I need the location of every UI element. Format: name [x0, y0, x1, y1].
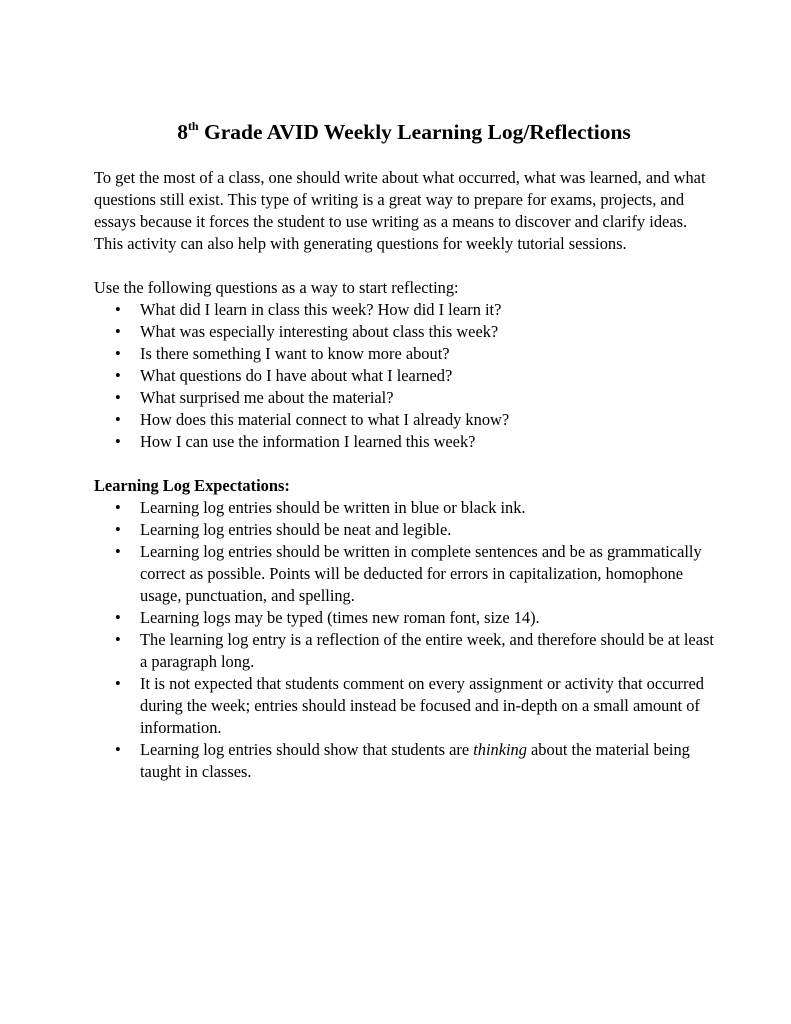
bullet-icon: •: [115, 410, 121, 429]
bullet-icon: •: [115, 322, 121, 341]
list-item: [94, 343, 714, 365]
emphasized-word: thinking: [473, 740, 527, 759]
list-item-text: What was especially interesting about class this week?: [140, 322, 499, 341]
expectations-heading: Learning Log Expectations:: [94, 476, 290, 495]
intro-paragraph: To get the most of a class, one should write about what occurred, what was learned, and what questions still exist. This type of writing is a great way to prepare for exams, projects, and essays because it forces the student to use writing as a means to discover and clarify ideas. This activity can also help with generating questions for weekly tutorial sessions.: [94, 168, 706, 253]
bullet-icon: •: [115, 520, 121, 539]
list-item: [94, 607, 714, 629]
bullet-icon: •: [115, 740, 121, 759]
bullet-icon: •: [115, 344, 121, 363]
questions-lead: Use the following questions as a way to start reflecting:: [94, 278, 459, 297]
list-item: [94, 365, 714, 387]
list-item: [94, 629, 714, 673]
list-item: [94, 497, 714, 519]
title-text: Grade AVID Weekly Learning Log/Reflections: [198, 120, 631, 144]
list-item: [94, 409, 714, 431]
list-item-text: Is there something I want to know more about?: [140, 344, 450, 363]
bullet-icon: •: [115, 366, 121, 385]
reflection-questions-list: [94, 299, 714, 453]
list-item-text: It is not expected that students comment on every assignment or activity that occurred during the week; entries should instead be focused and in-depth on a small amount of information.: [140, 674, 704, 737]
bullet-icon: •: [115, 388, 121, 407]
list-item-text: How I can use the information I learned this week?: [140, 432, 476, 451]
expectations-list: [94, 497, 714, 783]
list-item-text: The learning log entry is a reflection of the entire week, and therefore should be at least a paragraph long.: [140, 630, 714, 671]
list-item-text: What did I learn in class this week? How did I learn it?: [140, 300, 502, 319]
list-item: [94, 673, 714, 739]
list-item: [94, 387, 714, 409]
list-item-text-after: about the material being taught in classes.: [140, 740, 690, 781]
bullet-icon: •: [115, 498, 121, 517]
list-item-text: What surprised me about the material?: [140, 388, 394, 407]
page-title: [94, 118, 714, 146]
list-item: [94, 519, 714, 541]
bullet-icon: •: [115, 608, 121, 627]
list-item: [94, 541, 714, 607]
bullet-icon: •: [115, 300, 121, 319]
list-item-text: Learning log entries should be neat and legible.: [140, 520, 452, 539]
list-item-text: Learning log entries should be written in complete sentences and be as grammatically correct as possible. Points will be deducted for errors in capitalization, homophone usage, punctuation, and spelling.: [140, 542, 702, 605]
document-page: [94, 118, 714, 783]
list-item-text: Learning log entries should be written in blue or black ink.: [140, 498, 526, 517]
list-item-text-before: Learning log entries should show that students are: [140, 740, 474, 759]
bullet-icon: •: [115, 674, 121, 693]
list-item: [94, 299, 714, 321]
bullet-icon: •: [115, 542, 121, 561]
list-item-text: Learning logs may be typed (times new roman font, size 14).: [140, 608, 540, 627]
list-item: [94, 431, 714, 453]
bullet-icon: •: [115, 630, 121, 649]
list-item-text: How does this material connect to what I already know?: [140, 410, 510, 429]
list-item-text: What questions do I have about what I learned?: [140, 366, 453, 385]
title-superscript: th: [187, 119, 199, 133]
bullet-icon: •: [115, 432, 121, 451]
list-item: [94, 739, 714, 783]
title-grade-number: 8: [177, 120, 188, 144]
list-item: [94, 321, 714, 343]
